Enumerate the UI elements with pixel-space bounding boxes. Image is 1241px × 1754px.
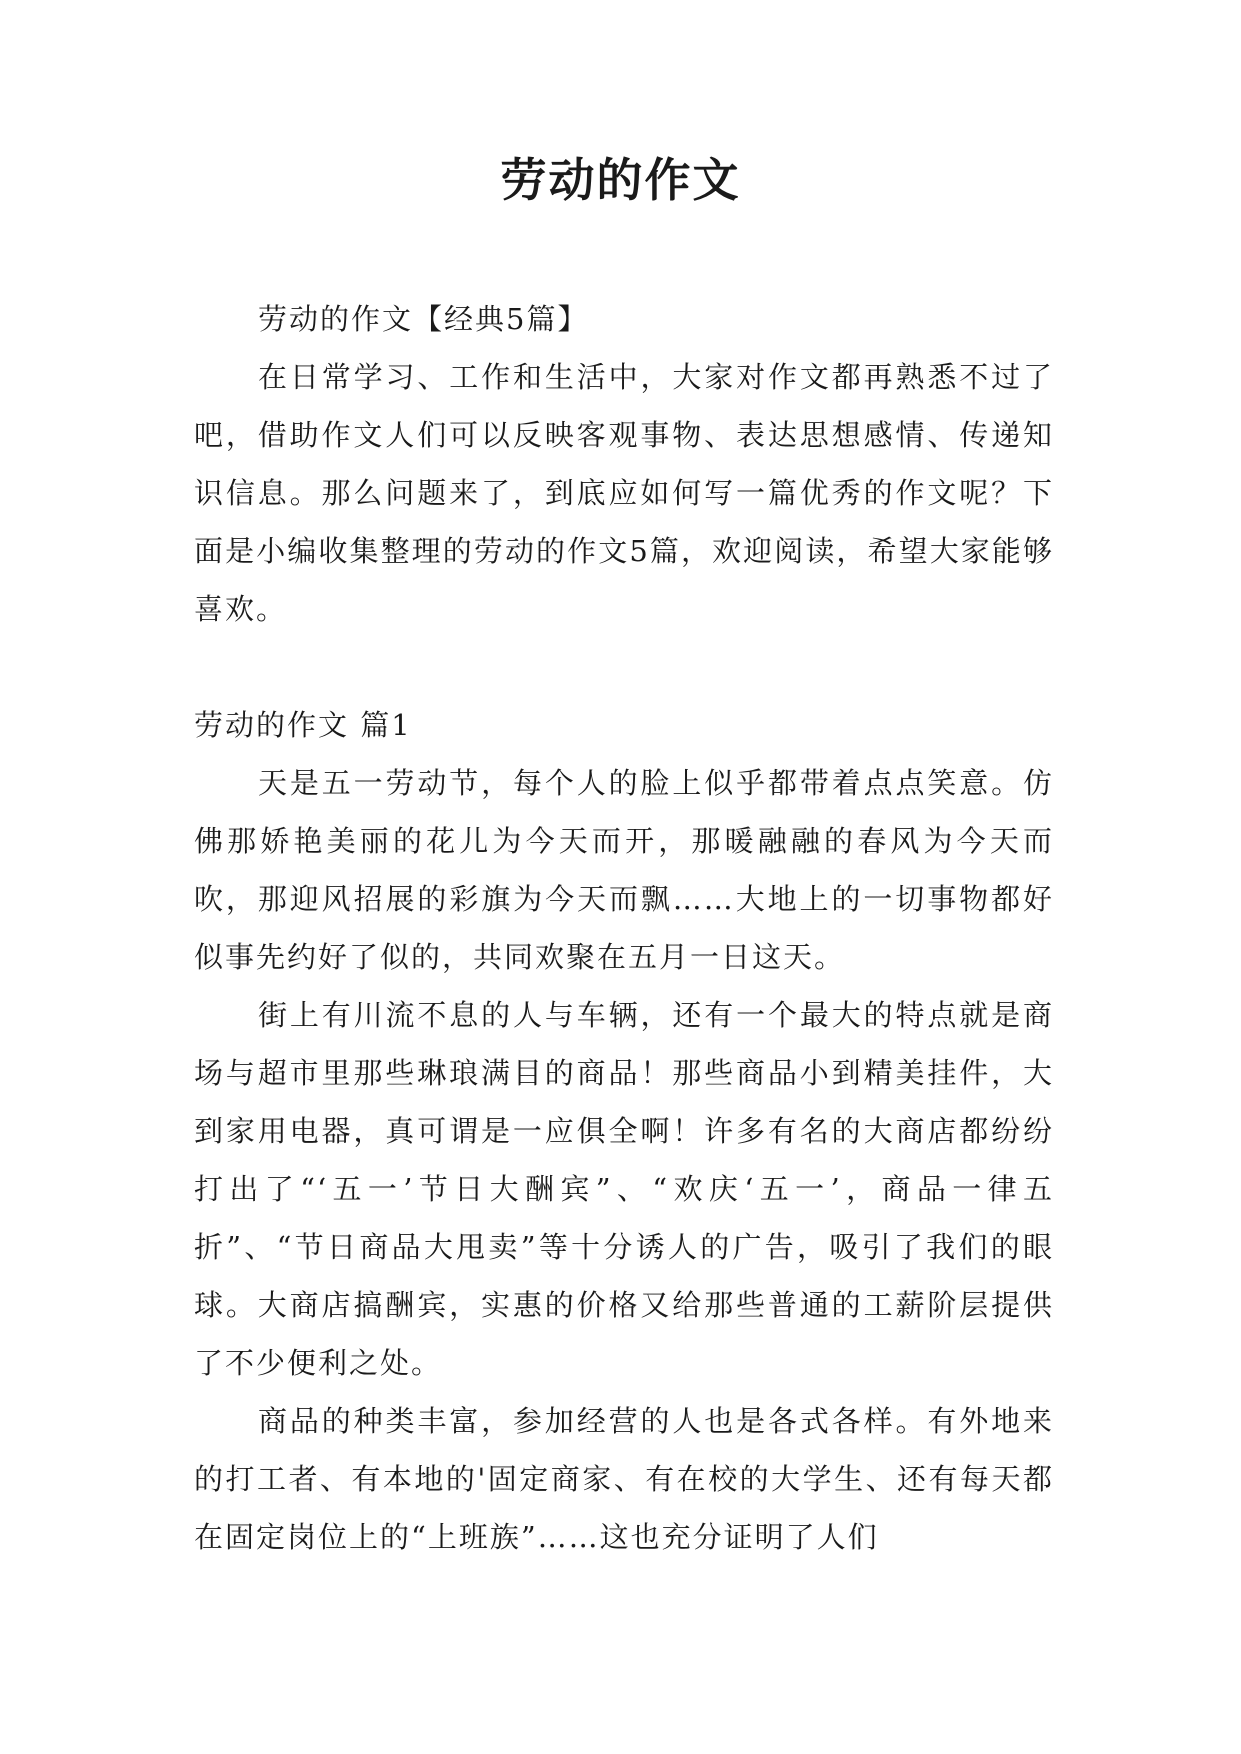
body-paragraph-3: 商品的种类丰富，参加经营的人也是各式各样。有外地来的打工者、有本地的'固定商家、有在校的大学生、还有每天都在固定岗位上的“上班族”……这也充分证明了人们 [194, 1404, 1054, 1554]
document-body [194, 290, 1054, 1566]
document-subtitle: 劳动的作文【经典5篇】 [258, 302, 589, 336]
intro-paragraph: 在日常学习、工作和生活中，大家对作文都再熟悉不过了吧，借助作文人们可以反映客观事物、表达思想感情、传递知识信息。那么问题来了，到底应如何写一篇优秀的作文呢？下面是小编收集整理的劳动的作文5篇，欢迎阅读，希望大家能够喜欢。 [194, 360, 1054, 626]
section-heading: 劳动的作文 篇1 [194, 708, 412, 742]
body-paragraph-1: 天是五一劳动节，每个人的脸上似乎都带着点点笑意。仿佛那娇艳美丽的花儿为今天而开，那暖融融的春风为今天而吹，那迎风招展的彩旗为今天而飘……大地上的一切事物都好似事先约好了似的，共同欢聚在五月一日这天。 [194, 766, 1054, 974]
section-gap [194, 638, 1054, 696]
document-title: 劳动的作文 [500, 153, 741, 207]
body-paragraph-2: 街上有川流不息的人与车辆，还有一个最大的特点就是商场与超市里那些琳琅满目的商品！那些商品小到精美挂件，大到家用电器，真可谓是一应俱全啊！许多有名的大商店都纷纷打出了“‘五一’节日大酬宾”、“欢庆‘五一’，商品一律五折”、“节日商品大甩卖”等十分诱人的广告，吸引了我们的眼球。大商店搞酬宾，实惠的价格又给那些普通的工薪阶层提供了不少便利之处。 [194, 998, 1054, 1380]
